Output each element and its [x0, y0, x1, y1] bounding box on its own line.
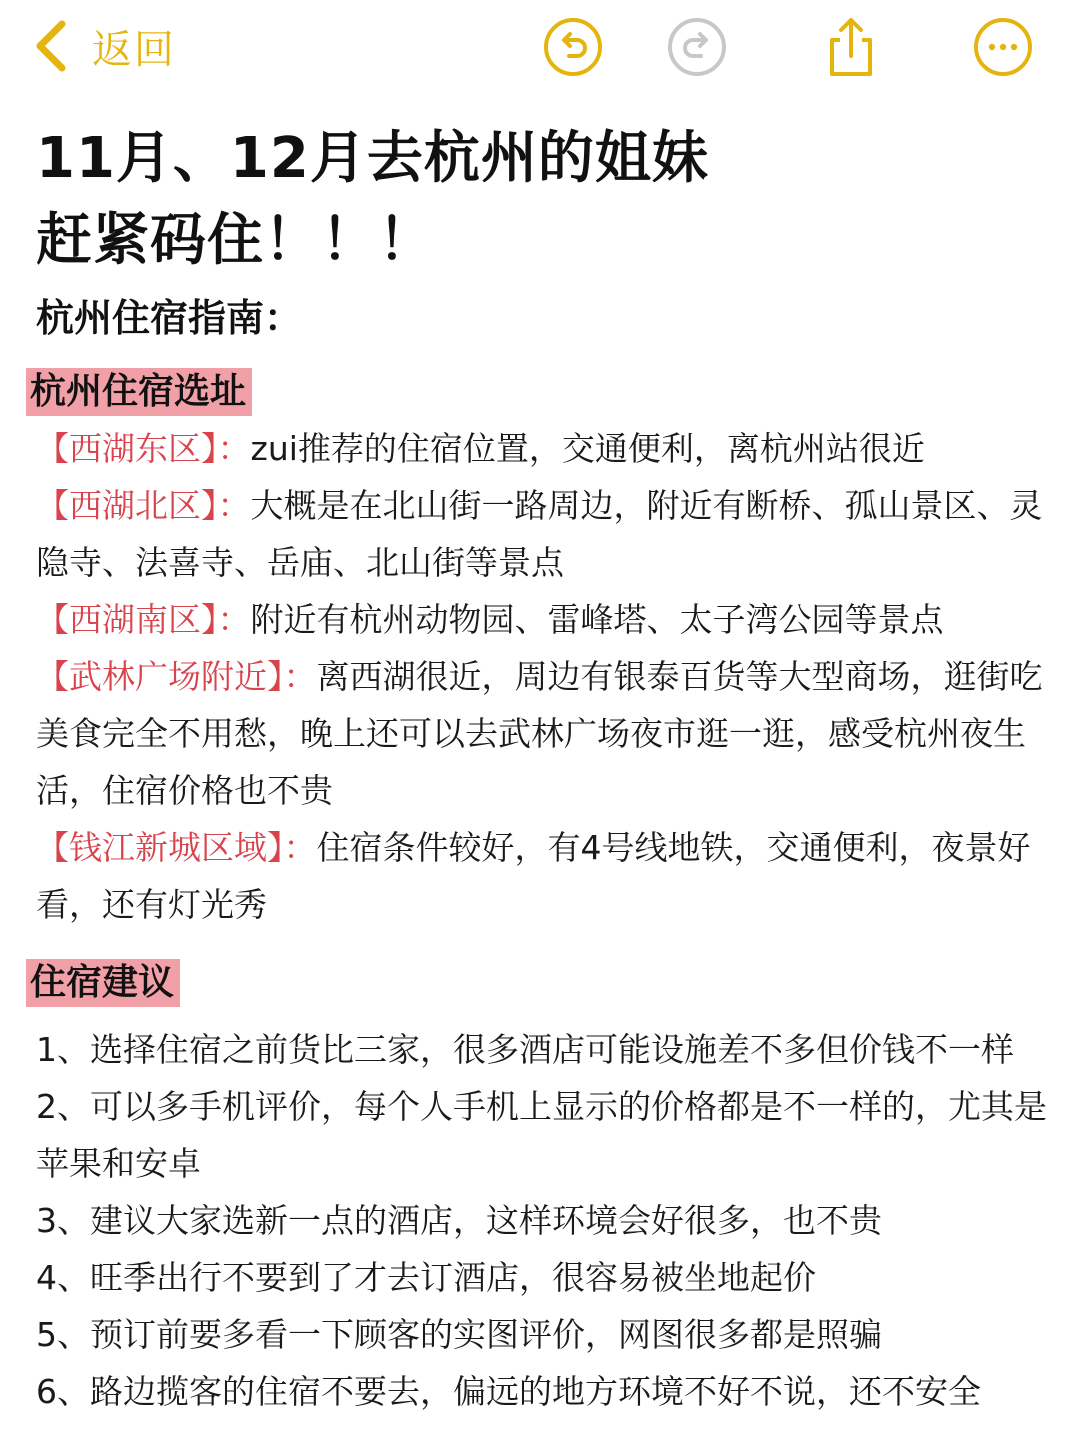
- note-body[interactable]: [30, 118, 1052, 1420]
- area-text: 住宿条件较好，有4号线地铁，交通便利，夜景好看，还有灯光秀: [36, 828, 1031, 924]
- area-list: [36, 420, 1052, 933]
- note-toolbar: [0, 0, 1080, 96]
- share-icon: [820, 14, 882, 80]
- area-text: 离西湖很近，周边有银泰百货等大型商场，逛街吃美食完全不用愁，晚上还可以去武林广场夜市逛一逛，感受杭州夜生活，住宿价格也不贵: [36, 657, 1043, 810]
- area-item: [36, 648, 1052, 819]
- tip-item: 4、旺季出行不要到了才去订酒店，很容易被坐地起价: [36, 1258, 816, 1297]
- tip-item: 6、路边揽客的住宿不要去，偏远的地方环境不好不说，还不安全: [36, 1372, 981, 1411]
- section-heading-tips: 住宿建议: [26, 959, 180, 1007]
- area-text: zui推荐的住宿位置，交通便利，离杭州站很近: [250, 429, 925, 468]
- undo-button[interactable]: [540, 14, 606, 80]
- note-subtitle: 杭州住宿指南：: [36, 296, 303, 340]
- area-item: [36, 819, 1052, 933]
- area-item: [36, 477, 1052, 591]
- share-button[interactable]: [818, 14, 884, 80]
- more-icon: [972, 16, 1034, 78]
- area-text: 附近有杭州动物园、雷峰塔、太子湾公园等景点: [250, 600, 944, 639]
- back-label: 返回: [92, 26, 176, 73]
- tip-item: 3、建议大家选新一点的酒店，这样环境会好很多，也不贵: [36, 1201, 882, 1240]
- area-item: [36, 591, 1052, 648]
- tip-item: 2、可以多手机评价，每个人手机上显示的价格都是不一样的，尤其是苹果和安卓: [36, 1087, 1047, 1183]
- area-label: 【钱江新城区域】：: [36, 828, 317, 867]
- area-label: 【武林广场附近】：: [36, 657, 317, 696]
- tip-item: 1、选择住宿之前货比三家，很多酒店可能设施差不多但价钱不一样: [36, 1030, 1014, 1069]
- back-chevron-icon: [30, 18, 70, 74]
- area-label: 【西湖东区】：: [36, 429, 251, 468]
- area-label: 【西湖南区】：: [36, 600, 251, 639]
- undo-icon: [542, 16, 604, 78]
- tip-list: [36, 1021, 1052, 1420]
- area-item: [36, 420, 1052, 477]
- title-line-1: 11月、12月去杭州的姐妹: [36, 126, 709, 191]
- section-heading-location: 杭州住宿选址: [26, 368, 252, 416]
- note-title: [36, 118, 1052, 282]
- redo-button[interactable]: [664, 14, 730, 80]
- back-button[interactable]: [30, 14, 176, 78]
- redo-icon: [666, 16, 728, 78]
- title-line-2: 赶紧码住！！！: [36, 208, 435, 273]
- more-button[interactable]: [970, 14, 1036, 80]
- area-text: 大概是在北山街一路周边，附近有断桥、孤山景区、灵隐寺、法喜寺、岳庙、北山街等景点: [36, 486, 1043, 582]
- area-label: 【西湖北区】：: [36, 486, 251, 525]
- tip-item: 5、预订前要多看一下顾客的实图评价，网图很多都是照骗: [36, 1315, 882, 1354]
